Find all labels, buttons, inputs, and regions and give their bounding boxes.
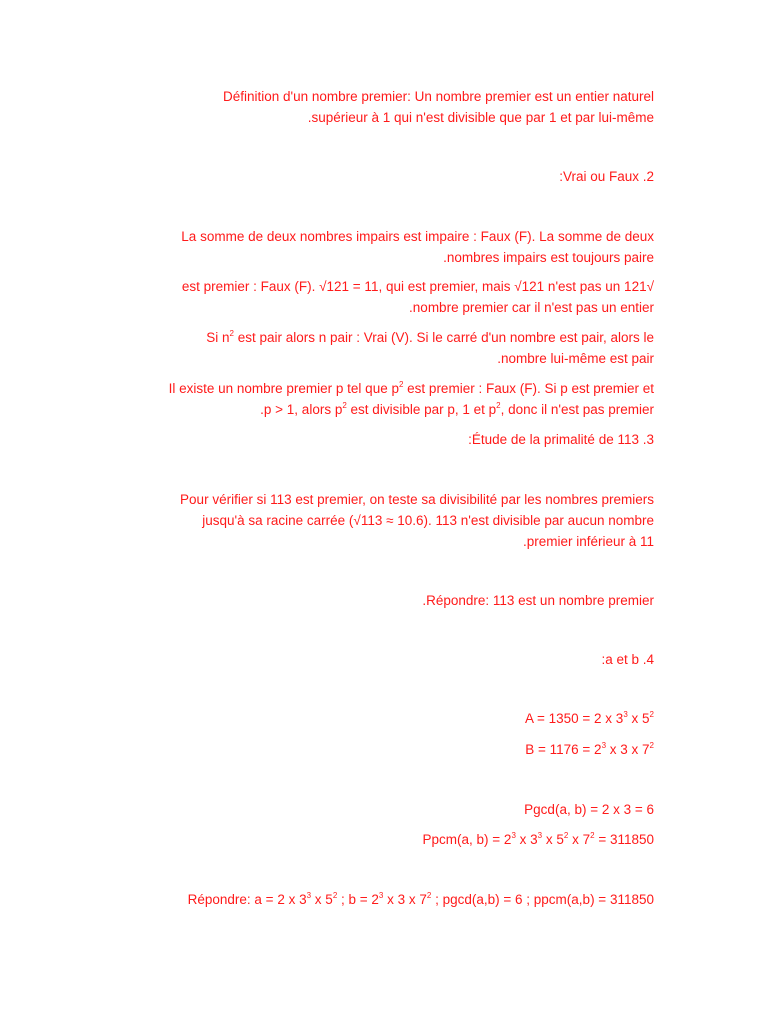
equation-text: A = 1350 = 2 x $3^3$ x $5^2$ [524, 710, 654, 726]
section-heading-3 [110, 429, 654, 450]
text-line: .Répondre: 113 est un nombre premier [422, 593, 654, 608]
exponent: 2 [332, 891, 338, 900]
answer-final [110, 889, 654, 910]
exponent: 2 [229, 329, 234, 338]
text-line: jusqu'à sa racine carrée (√113 ≈ 10.6). 113 n'est divisible par aucun nombre [202, 513, 654, 528]
true-false-item-b [110, 276, 654, 318]
text-line: Il existe un nombre premier p tel que $p^2$ est premier : Faux (F). Si p est premier et [168, 380, 654, 396]
exponent: 3 [378, 891, 384, 900]
exponent: 2 [496, 401, 501, 410]
true-false-item-c [110, 327, 654, 369]
text-line: Si $n^2$ est pair alors n pair : Vrai (V). Si le carré d'un nombre est pair, alors le [206, 329, 654, 345]
text-line: est premier : Faux (F). √121 = 11, qui est premier, mais √121 n'est pas un 121√ [181, 279, 654, 294]
equation-text: Pgcd(a, b) = 2 x 3 = 6 [524, 802, 654, 817]
equation-b [110, 739, 654, 760]
equation-pgcd [110, 799, 654, 820]
heading-text: :Vrai ou Faux .2 [559, 169, 654, 184]
text-line: .p > 1, alors $p^2$ est divisible par p, 1 et $p^2$, donc il n'est pas premier [260, 401, 654, 417]
true-false-item-a [110, 226, 654, 268]
text-line: La somme de deux nombres impairs est impaire : Faux (F). La somme de deux [181, 229, 654, 244]
exponent: 3 [537, 831, 543, 840]
section-heading-2 [110, 166, 654, 187]
equation-a [110, 708, 654, 729]
primality-paragraph [110, 489, 654, 552]
exponent: 3 [623, 710, 628, 719]
heading-text: :Étude de la primalité de 113 .3 [468, 432, 654, 447]
exponent: 2 [426, 891, 432, 900]
text-line: .premier inférieur à 11 [522, 534, 654, 549]
exponent: 3 [306, 891, 312, 900]
heading-text: :a et b .4 [601, 652, 654, 667]
exponent: 3 [511, 831, 516, 840]
text-line: Définition d'un nombre premier: Un nombre premier est un entier naturel [222, 89, 654, 104]
text-line: .nombre premier car il n'est pas un entier [409, 300, 654, 315]
text-line: Pour vérifier si 113 est premier, on teste sa divisibilité par les nombres premiers [180, 492, 654, 507]
exponent: 3 [601, 741, 607, 750]
exponent: 2 [590, 831, 595, 840]
exponent: 2 [649, 710, 654, 719]
text-line: .nombres impairs est toujours paire [443, 250, 654, 265]
section-heading-4 [110, 649, 654, 670]
answer-primality [110, 590, 654, 611]
exponent: 2 [649, 741, 654, 750]
equation-text: $B = 1176 = 2^3$ x 3 x $7^2$ [525, 741, 654, 757]
text-line: .supérieur à 1 qui n'est divisible que par 1 et par lui-même [307, 110, 654, 125]
exponent: 2 [563, 831, 569, 840]
equation-ppcm [110, 829, 654, 850]
exponent: 2 [398, 380, 404, 389]
true-false-item-d [110, 378, 654, 420]
definition-paragraph [110, 86, 654, 128]
exponent: 2 [342, 401, 347, 410]
text-line: Répondre: a = 2 x $3^3$ x $5^2$ ; $b = 2^3$ x 3 x $7^2$ ; pgcd(a,b) = 6 ; ppcm(a,b) = 311850 [187, 891, 654, 907]
equation-text: Ppcm(a, $b) = 2^3$ x $3^3$ x $5^2$ x $7^2 = 311850$ [422, 831, 654, 847]
text-line: .nombre lui-même est pair [497, 351, 654, 366]
